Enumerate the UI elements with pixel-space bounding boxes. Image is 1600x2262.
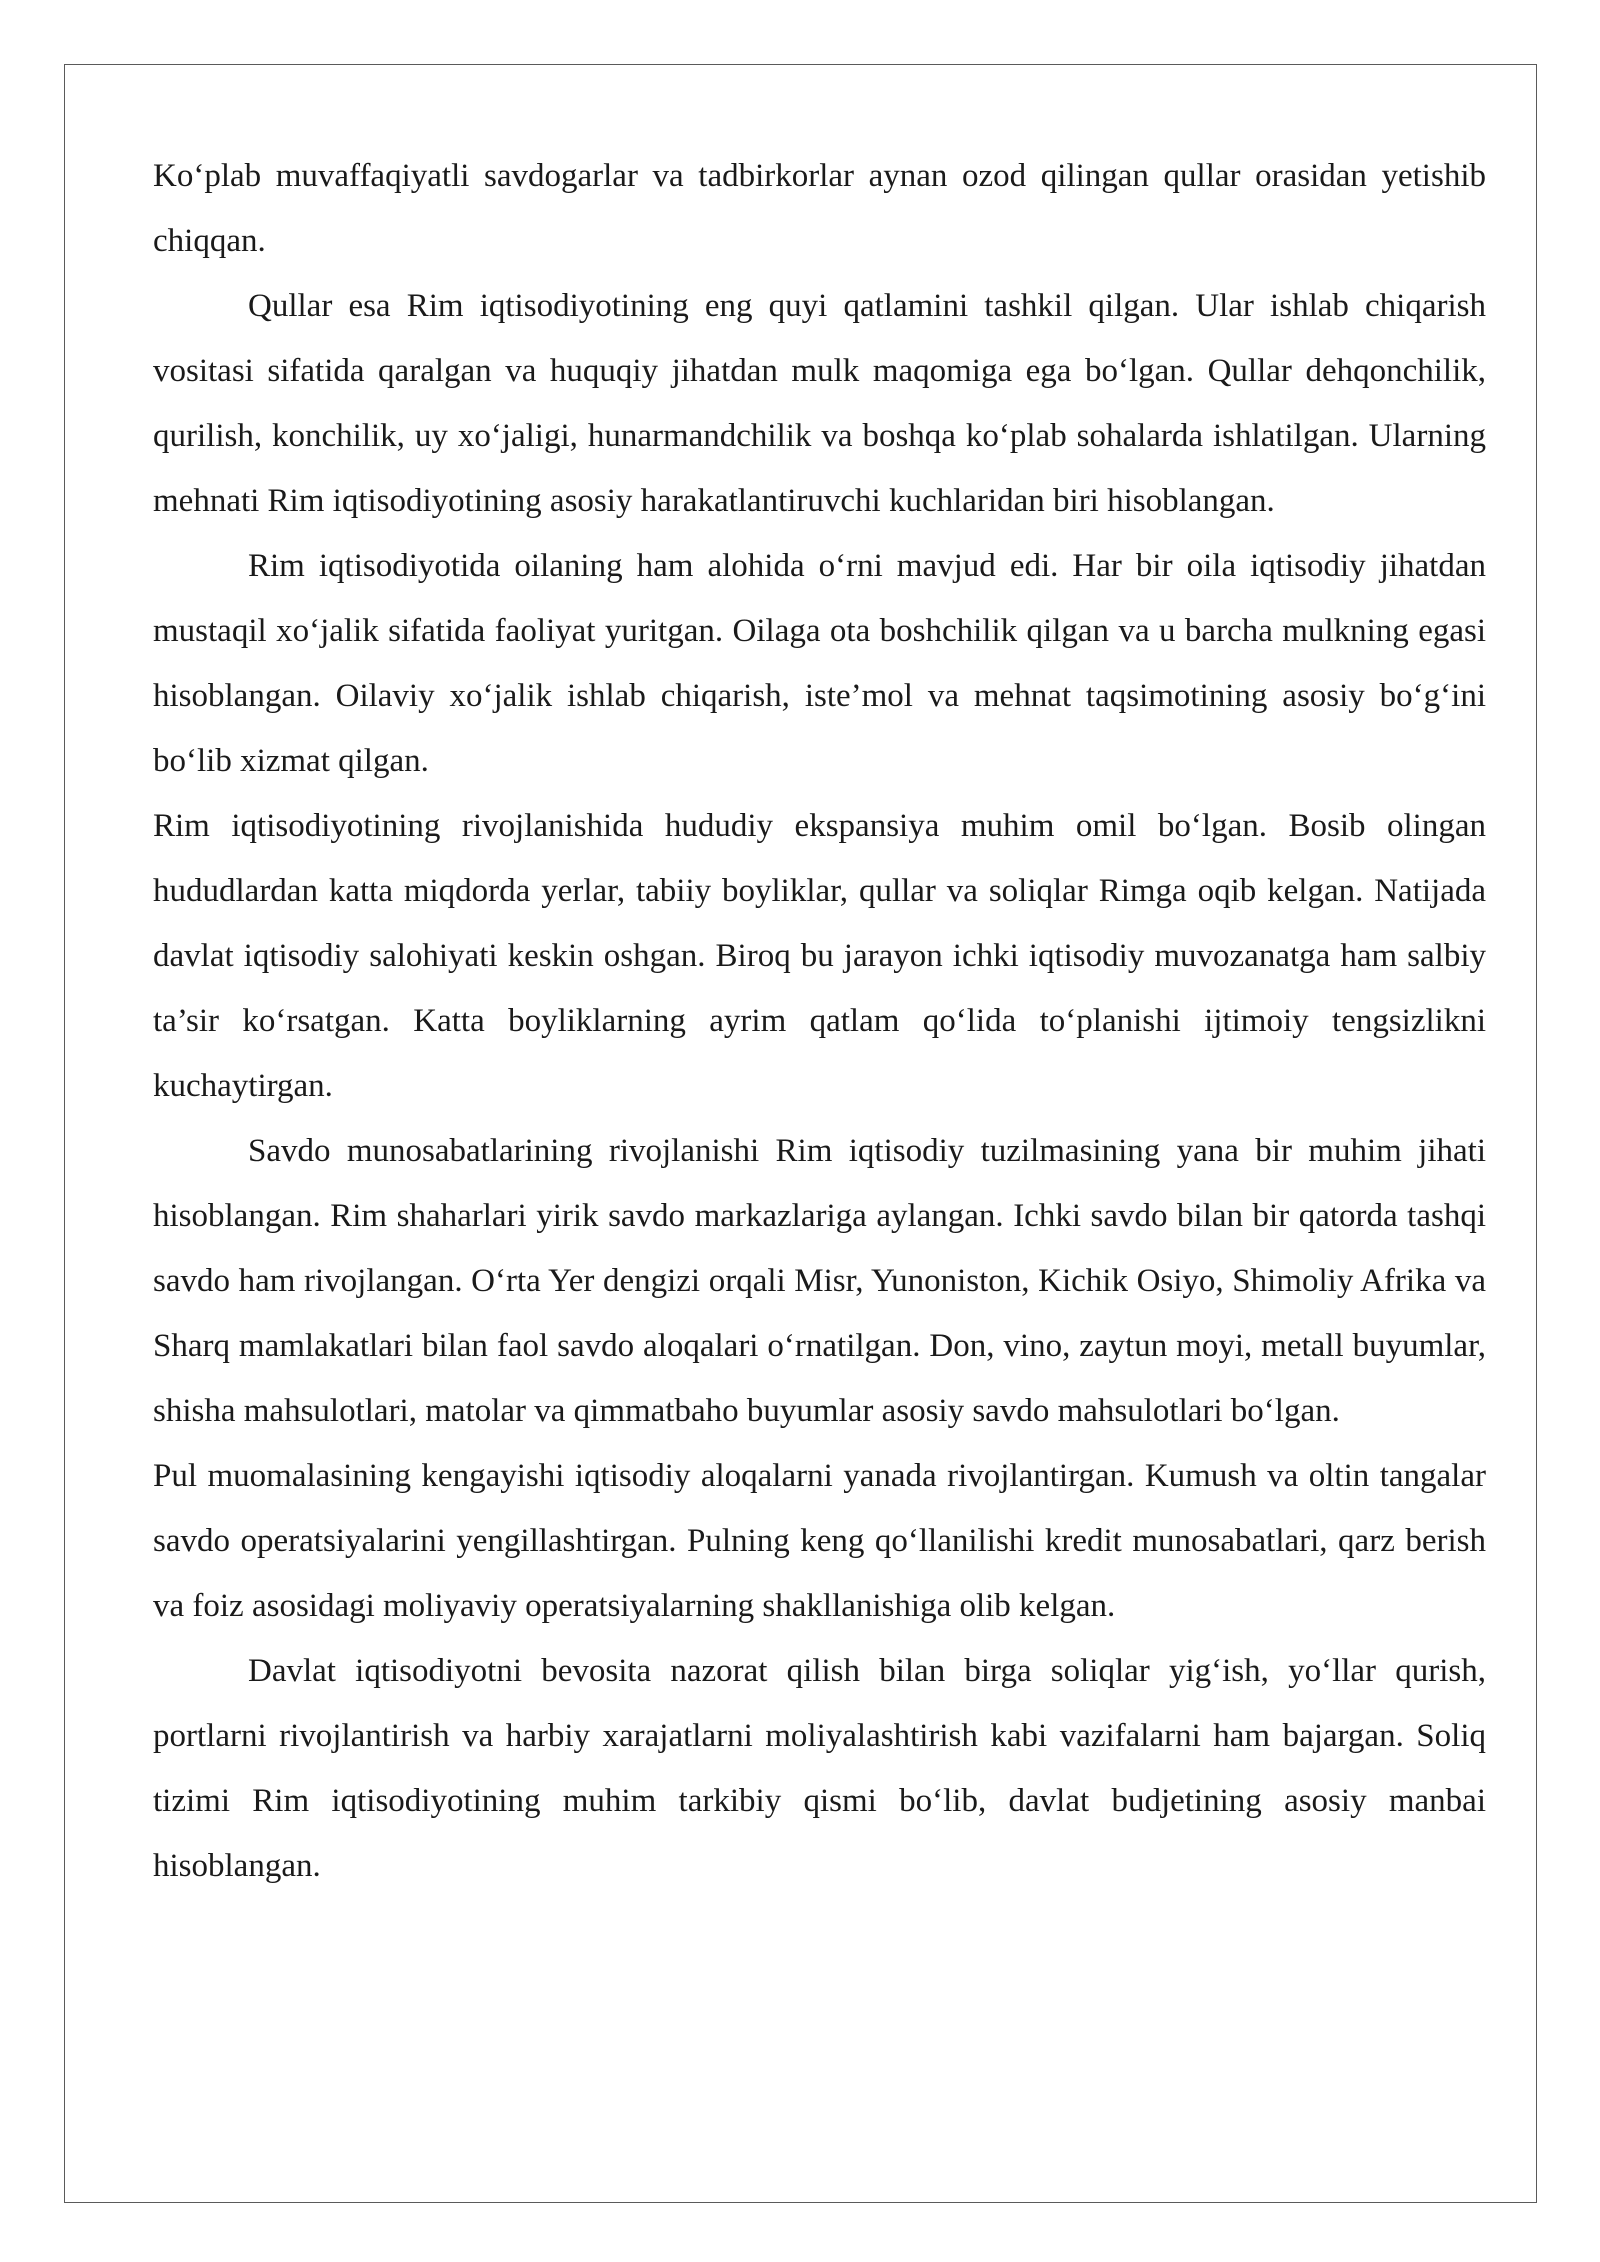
paragraph-3: Rim iqtisodiyotida oilaning ham alohida o‘rni mavjud edi. Har bir oila iqtisodiy jihatdan mustaqil xo‘jalik sifatida faoliyat yuritgan. Oilaga ota boshchilik qilgan va u barcha mulkning egasi hisoblangan. Oilaviy xo‘jalik ishlab chiqarish, iste’mol va mehnat taqsimotining asosiy bo‘g‘ini bo‘lib xizmat qilgan. [153, 548, 1486, 779]
paragraph-6: Pul muomalasining kengayishi iqtisodiy aloqalarni yanada rivojlantirgan. Kumush va oltin tangalar savdo operatsiyalarini yengillashtirgan. Pulning keng qo‘llanilishi kredit munosabatlari, qarz berish va foiz asosidagi moliyaviy operatsiyalarning shakllanishiga olib kelgan. [153, 1458, 1486, 1624]
document-body [153, 144, 1486, 1899]
paragraph-2: Qullar esa Rim iqtisodiyotining eng quyi qatlamini tashkil qilgan. Ular ishlab chiqarish vositasi sifatida qaralgan va huquqiy jihatdan mulk maqomiga ega bo‘lgan. Qullar dehqonchilik, qurilish, konchilik, uy xo‘jaligi, hunarmandchilik va boshqa ko‘plab sohalarda ishlatilgan. Ularning mehnati Rim iqtisodiyotining asosiy harakatlantiruvchi kuchlaridan biri hisoblangan. [153, 288, 1486, 519]
paragraph-5: Savdo munosabatlarining rivojlanishi Rim iqtisodiy tuzilmasining yana bir muhim jihati hisoblangan. Rim shaharlari yirik savdo markazlariga aylangan. Ichki savdo bilan bir qatorda tashqi savdo ham rivojlangan. O‘rta Yer dengizi orqali Misr, Yunoniston, Kichik Osiyo, Shimoliy Afrika va Sharq mamlakatlari bilan faol savdo aloqalari o‘rnatilgan. Don, vino, zaytun moyi, metall buyumlar, shisha mahsulotlari, matolar va qimmatbaho buyumlar asosiy savdo mahsulotlari bo‘lgan. [153, 1133, 1486, 1429]
paragraph-4: Rim iqtisodiyotining rivojlanishida hududiy ekspansiya muhim omil bo‘lgan. Bosib olingan hududlardan katta miqdorda yerlar, tabiiy boyliklar, qullar va soliqlar Rimga oqib kelgan. Natijada davlat iqtisodiy salohiyati keskin oshgan. Biroq bu jarayon ichki iqtisodiy muvozanatga ham salbiy ta’sir ko‘rsatgan. Katta boyliklarning ayrim qatlam qo‘lida to‘planishi ijtimoiy tengsizlikni kuchaytirgan. [153, 808, 1486, 1104]
paragraph-1: Ko‘plab muvaffaqiyatli savdogarlar va tadbirkorlar aynan ozod qilingan qullar orasidan yetishib chiqqan. [153, 158, 1486, 259]
paragraph-7: Davlat iqtisodiyotni bevosita nazorat qilish bilan birga soliqlar yig‘ish, yo‘llar qurish, portlarni rivojlantirish va harbiy xarajatlarni moliyalashtirish kabi vazifalarni ham bajargan. Soliq tizimi Rim iqtisodiyotining muhim tarkibiy qismi bo‘lib, davlat budjetining asosiy manbai hisoblangan. [153, 1653, 1486, 1884]
